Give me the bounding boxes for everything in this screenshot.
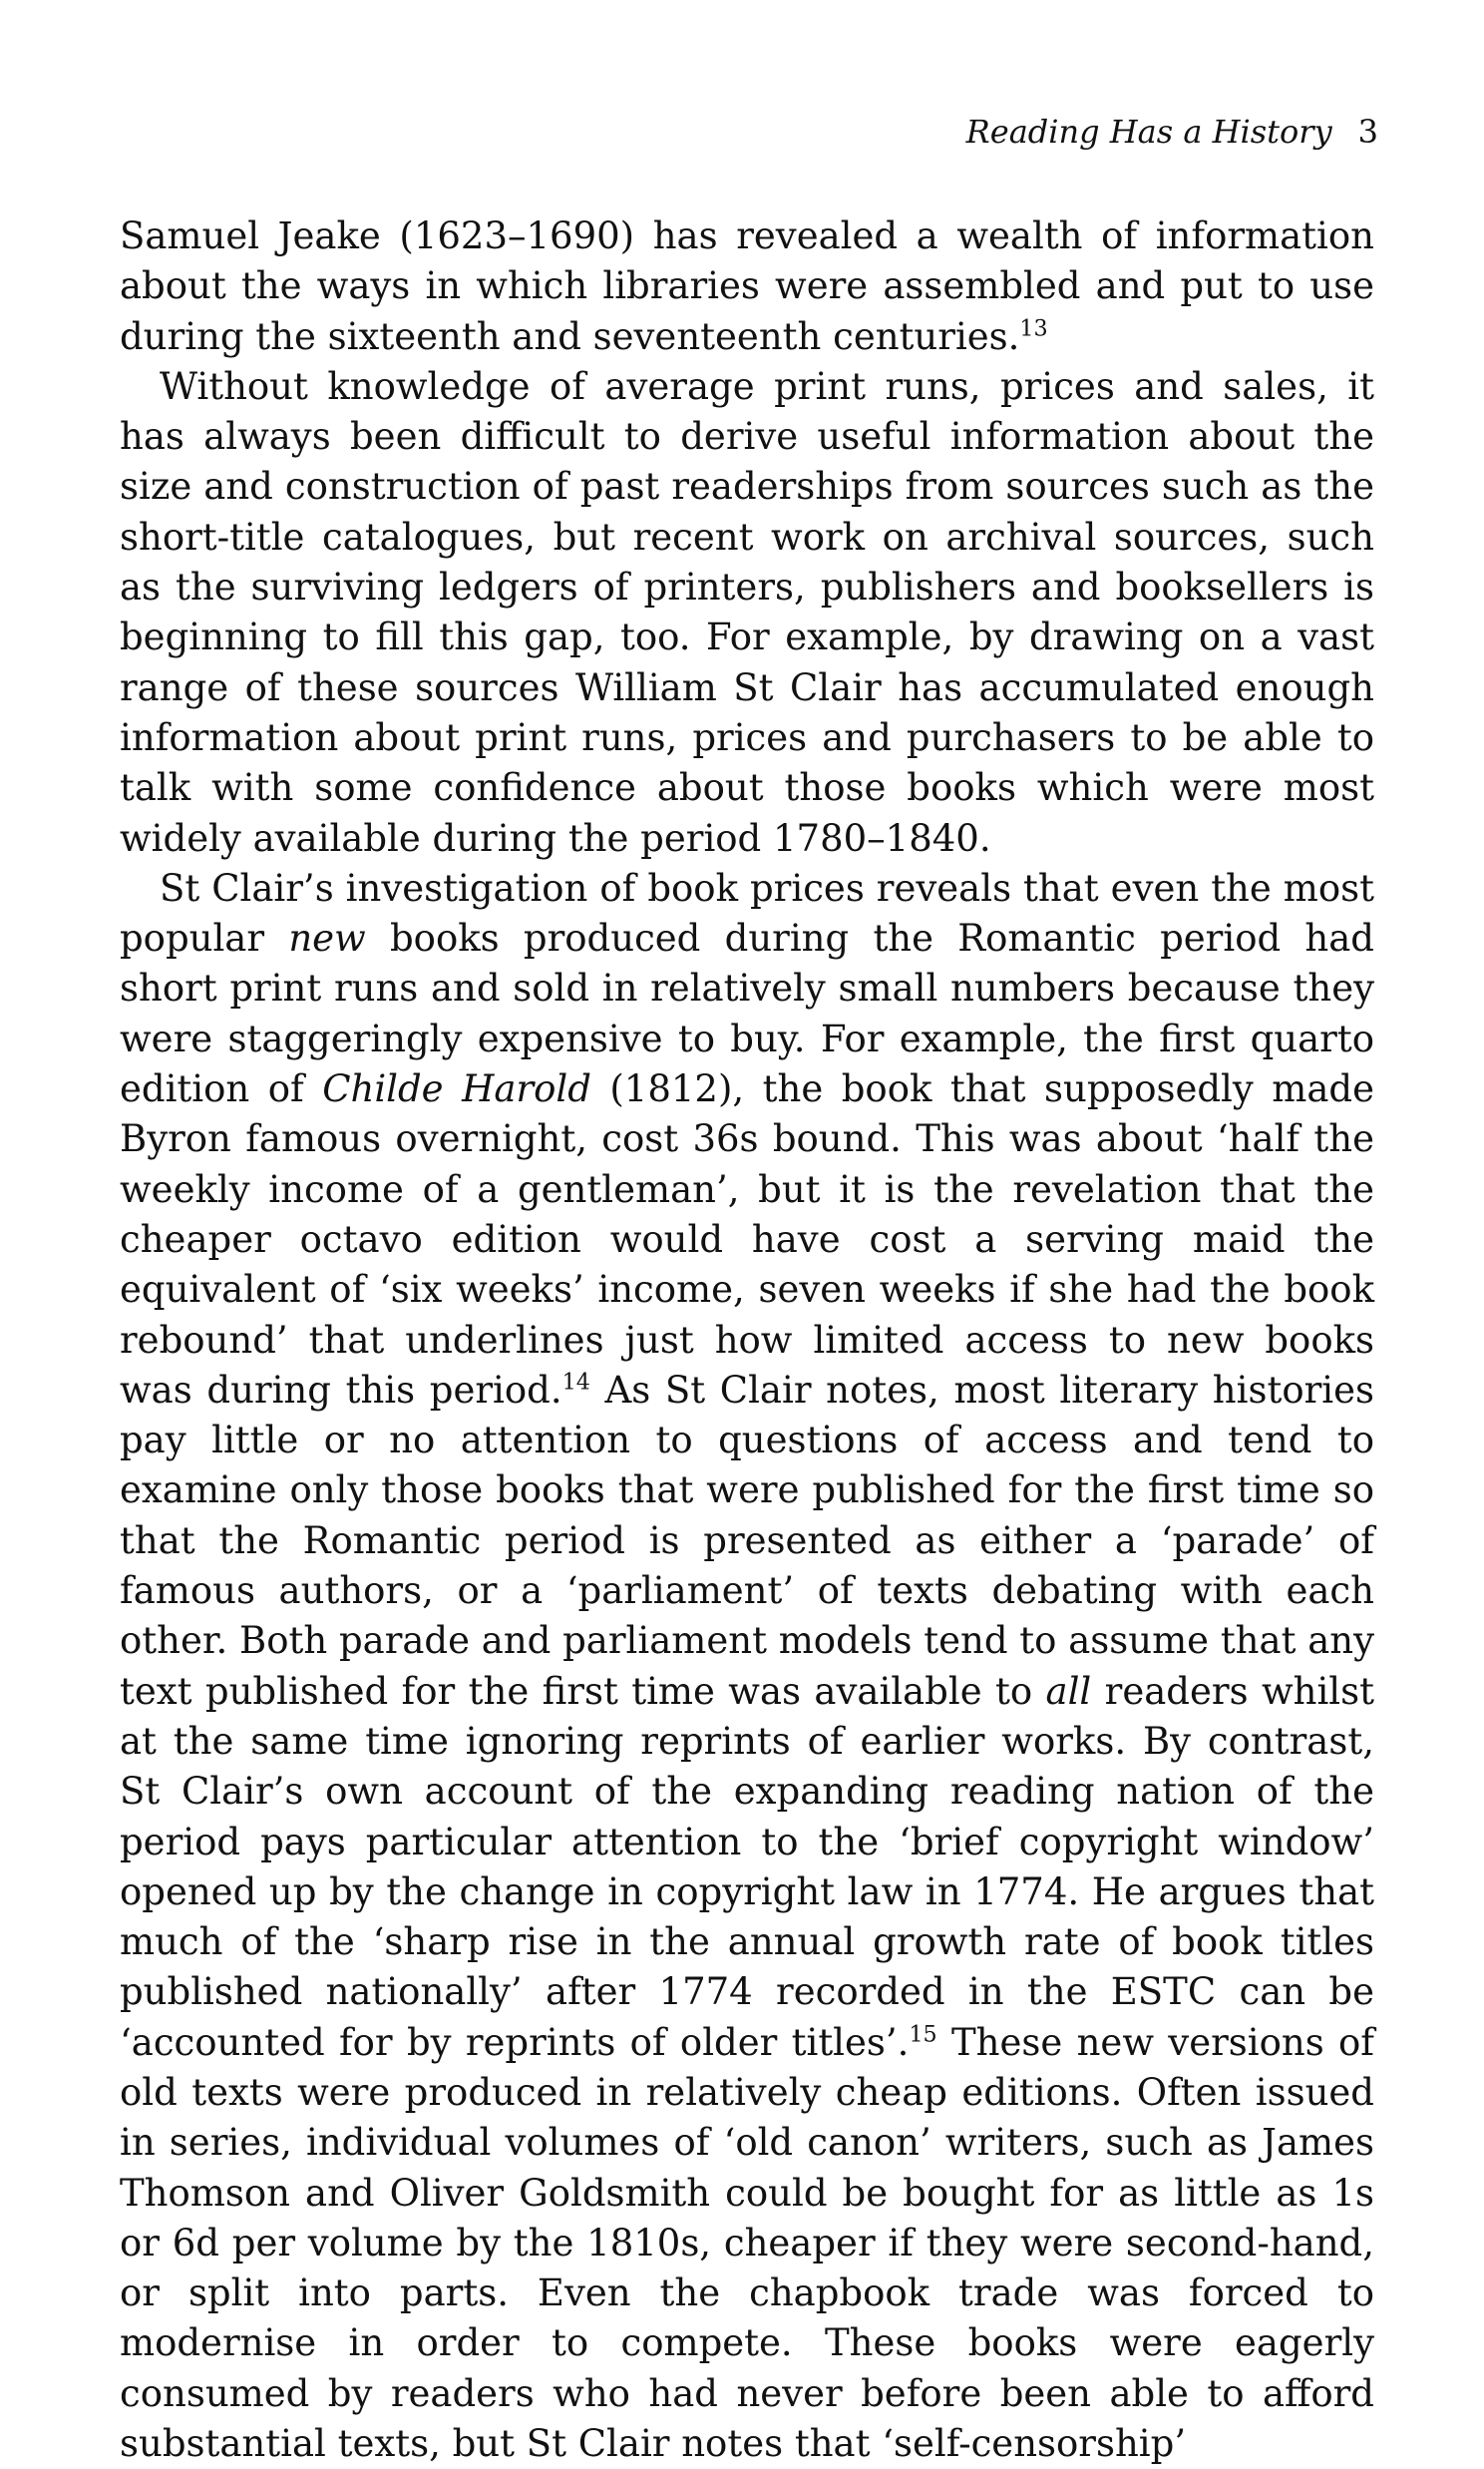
text-run: These new versions of old texts were produced in relatively cheap editions. Often issued in series, individual volumes of ‘old canon’ writers, such as James Thomson and Oliver Goldsmith could be bought for as little as 1s or 6d per volume by the 1810s, cheaper if they were second-hand, or split into parts. Even the chapbook trade was forced to modernise in order to compete. These books were eagerly consumed by readers who had never before been able to afford substantial texts, but St Clair notes that ‘self-censorship’ — [120, 2020, 1374, 2466]
footnote-ref: 13 — [1019, 314, 1048, 341]
footnote-ref: 15 — [909, 2020, 937, 2047]
footnote-ref: 14 — [561, 1369, 590, 1396]
text-run: Without knowledge of average print runs, prices and sales, it has always been difficult to derive useful information about the size and construction of past readerships from sources such as the short-title catalogues, but recent work on archival sources, such as the surviving ledgers of printers, publishers and booksellers is beginning to fill this gap, too. For example, by drawing on a vast range of these sources William St Clair has accumulated enough information about print runs, prices and purchasers to be able to talk with some confidence about those books which were most widely available during the period 1780–1840. — [120, 364, 1374, 860]
page-number: 3 — [1357, 113, 1378, 151]
text-run: St Clair’s investigation of book prices reveals that even the most popular — [120, 866, 1374, 961]
italic-text: all — [1045, 1669, 1092, 1713]
paragraph — [120, 362, 1374, 864]
text-run: Samuel Jeake (1623–1690) has revealed a wealth of information about the ways in which libraries were assembled and put to use during the sixteenth and seventeenth centuries. — [120, 214, 1374, 358]
body-text — [120, 211, 1374, 2469]
italic-text: Childe Harold — [322, 1067, 591, 1111]
running-head — [966, 108, 1378, 156]
italic-text: new — [288, 917, 366, 961]
text-run: As St Clair notes, most literary histories pay little or no attention to questions of access and tend to examine only those books that were published for the first time so that the Romantic period is presented as either a ‘parade’ of famous authors, or a ‘parliament’ of texts debating with each other. Both parade and parliament models tend to assume that any text published for the first time was available to — [120, 1368, 1374, 1713]
paragraph — [120, 211, 1374, 362]
text-run: (1812), the book that supposedly made Byron famous overnight, cost 36s bound. This was about ‘half the weekly income of a gentleman’, but it is the revelation that the cheaper octavo edition would have cost a serving maid the equivalent of ‘six weeks’ income, seven weeks if she had the book rebound’ that underlines just how limited access to new books was during this period. — [120, 1067, 1374, 1412]
text-run: books produced during the Romantic period had short print runs and sold in relatively small numbers because they were staggeringly expensive to buy. For example, the first quarto edition of — [120, 917, 1374, 1111]
paragraph — [120, 864, 1374, 2469]
text-run: readers whilst at the same time ignoring reprints of earlier works. By contrast, St Clair’s own account of the expanding reading nation of the period pays particular attention to the ‘brief copyright window’ opened up by the change in copyright law in 1774. He argues that much of the ‘sharp rise in the annual growth rate of book titles published nationally’ after 1774 recorded in the ESTC can be ‘accounted for by reprints of older titles’. — [120, 1669, 1374, 2064]
running-head-title: Reading Has a History — [965, 113, 1332, 151]
